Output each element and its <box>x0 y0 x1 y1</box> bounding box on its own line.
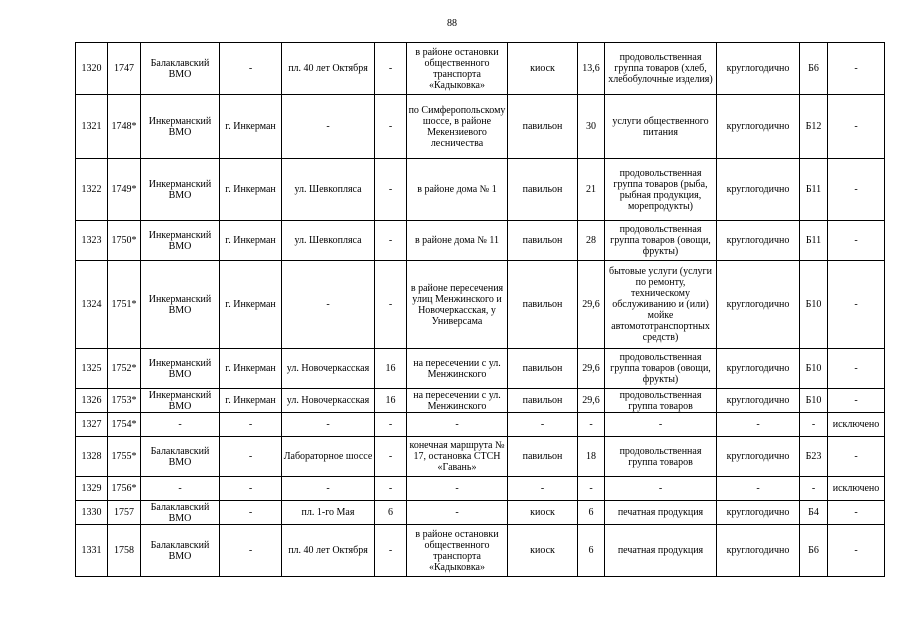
object-type-cell: павильон <box>508 437 578 477</box>
street-cell: Лабораторное шоссе <box>282 437 375 477</box>
period-cell: круглогодично <box>717 389 800 413</box>
house-cell: - <box>375 159 407 221</box>
house-cell: - <box>375 525 407 577</box>
object-type-cell: павильон <box>508 349 578 389</box>
specialization-cell: печатная продукция <box>605 525 717 577</box>
registry-table <box>75 42 885 577</box>
landmark-cell: на пересечении с ул. Менжинского <box>407 389 508 413</box>
object-type-cell: павильон <box>508 159 578 221</box>
row-number-cell: 1321 <box>76 95 108 159</box>
scheme-cell: Б6 <box>800 43 828 95</box>
landmark-cell: в районе остановки общественного транспорта «Кадыковка» <box>407 525 508 577</box>
table-row <box>76 501 885 525</box>
area-cell: 28 <box>578 221 605 261</box>
row-number-cell: 1328 <box>76 437 108 477</box>
house-cell: - <box>375 95 407 159</box>
page-number: 88 <box>447 18 457 29</box>
locality-cell: г. Инкерман <box>220 221 282 261</box>
district-cell: Инкерманский ВМО <box>141 349 220 389</box>
table-row <box>76 389 885 413</box>
table-row <box>76 477 885 501</box>
note-cell: - <box>828 349 885 389</box>
table-row <box>76 43 885 95</box>
period-cell: круглогодично <box>717 525 800 577</box>
object-type-cell: павильон <box>508 221 578 261</box>
place-number-cell: 1756* <box>108 477 141 501</box>
locality-cell: г. Инкерман <box>220 349 282 389</box>
landmark-cell: в районе пересечения улиц Менжинского и Новочеркасская, у Универсама <box>407 261 508 349</box>
district-cell: Инкерманский ВМО <box>141 261 220 349</box>
locality-cell: - <box>220 477 282 501</box>
period-cell: круглогодично <box>717 501 800 525</box>
street-cell: ул. Новочеркасская <box>282 349 375 389</box>
note-cell: - <box>828 221 885 261</box>
scheme-cell: Б10 <box>800 349 828 389</box>
period-cell: - <box>717 477 800 501</box>
district-cell: Балаклавский ВМО <box>141 525 220 577</box>
row-number-cell: 1329 <box>76 477 108 501</box>
table-row <box>76 413 885 437</box>
table-row <box>76 349 885 389</box>
row-number-cell: 1327 <box>76 413 108 437</box>
specialization-cell: печатная продукция <box>605 501 717 525</box>
landmark-cell: - <box>407 501 508 525</box>
street-cell: - <box>282 261 375 349</box>
landmark-cell: в районе дома № 1 <box>407 159 508 221</box>
landmark-cell: на пересечении с ул. Менжинского <box>407 349 508 389</box>
street-cell: пл. 40 лет Октября <box>282 525 375 577</box>
area-cell: - <box>578 477 605 501</box>
district-cell: Балаклавский ВМО <box>141 501 220 525</box>
scheme-cell: Б11 <box>800 159 828 221</box>
scheme-cell: Б10 <box>800 389 828 413</box>
scheme-cell: Б10 <box>800 261 828 349</box>
scheme-cell: Б12 <box>800 95 828 159</box>
area-cell: 29,6 <box>578 389 605 413</box>
area-cell: 21 <box>578 159 605 221</box>
district-cell: Инкерманский ВМО <box>141 159 220 221</box>
row-number-cell: 1324 <box>76 261 108 349</box>
house-cell: 16 <box>375 389 407 413</box>
note-cell: - <box>828 501 885 525</box>
object-type-cell: павильон <box>508 261 578 349</box>
locality-cell: - <box>220 501 282 525</box>
house-cell: - <box>375 261 407 349</box>
row-number-cell: 1331 <box>76 525 108 577</box>
place-number-cell: 1748* <box>108 95 141 159</box>
place-number-cell: 1755* <box>108 437 141 477</box>
district-cell: Балаклавский ВМО <box>141 43 220 95</box>
area-cell: 29,6 <box>578 349 605 389</box>
period-cell: круглогодично <box>717 437 800 477</box>
landmark-cell: по Симферопольскому шоссе, в районе Мекензиевого лесничества <box>407 95 508 159</box>
place-number-cell: 1751* <box>108 261 141 349</box>
street-cell: пл. 40 лет Октября <box>282 43 375 95</box>
scheme-cell: - <box>800 477 828 501</box>
specialization-cell: продовольственная группа товаров <box>605 389 717 413</box>
row-number-cell: 1320 <box>76 43 108 95</box>
table-row <box>76 437 885 477</box>
locality-cell: - <box>220 525 282 577</box>
street-cell: ул. Шевкопляса <box>282 221 375 261</box>
street-cell: пл. 1-го Мая <box>282 501 375 525</box>
locality-cell: г. Инкерман <box>220 159 282 221</box>
object-type-cell: киоск <box>508 43 578 95</box>
scheme-cell: Б4 <box>800 501 828 525</box>
specialization-cell: продовольственная группа товаров (рыба, рыбная продукция, морепродукты) <box>605 159 717 221</box>
specialization-cell: бытовые услуги (услуги по ремонту, техническому обслуживанию и (или) мойке автомототранспортных средств) <box>605 261 717 349</box>
object-type-cell: - <box>508 413 578 437</box>
specialization-cell: - <box>605 477 717 501</box>
object-type-cell: - <box>508 477 578 501</box>
table-row <box>76 221 885 261</box>
landmark-cell: - <box>407 413 508 437</box>
locality-cell: - <box>220 413 282 437</box>
street-cell: - <box>282 477 375 501</box>
place-number-cell: 1757 <box>108 501 141 525</box>
landmark-cell: конечная маршрута № 17, остановка СТСН «Гавань» <box>407 437 508 477</box>
period-cell: круглогодично <box>717 221 800 261</box>
place-number-cell: 1752* <box>108 349 141 389</box>
area-cell: 6 <box>578 525 605 577</box>
locality-cell: - <box>220 43 282 95</box>
district-cell: Балаклавский ВМО <box>141 437 220 477</box>
note-cell: исключено <box>828 477 885 501</box>
area-cell: - <box>578 413 605 437</box>
scheme-cell: Б11 <box>800 221 828 261</box>
object-type-cell: павильон <box>508 389 578 413</box>
house-cell: - <box>375 437 407 477</box>
area-cell: 6 <box>578 501 605 525</box>
specialization-cell: услуги общественного питания <box>605 95 717 159</box>
object-type-cell: киоск <box>508 525 578 577</box>
specialization-cell: продовольственная группа товаров (овощи, фрукты) <box>605 221 717 261</box>
note-cell: - <box>828 389 885 413</box>
object-type-cell: киоск <box>508 501 578 525</box>
locality-cell: г. Инкерман <box>220 261 282 349</box>
area-cell: 30 <box>578 95 605 159</box>
row-number-cell: 1325 <box>76 349 108 389</box>
specialization-cell: - <box>605 413 717 437</box>
specialization-cell: продовольственная группа товаров (овощи, фрукты) <box>605 349 717 389</box>
row-number-cell: 1330 <box>76 501 108 525</box>
landmark-cell: в районе остановки общественного транспорта «Кадыковка» <box>407 43 508 95</box>
area-cell: 18 <box>578 437 605 477</box>
district-cell: - <box>141 413 220 437</box>
table-row <box>76 525 885 577</box>
period-cell: круглогодично <box>717 95 800 159</box>
street-cell: ул. Новочеркасская <box>282 389 375 413</box>
table-row <box>76 95 885 159</box>
street-cell: ул. Шевкопляса <box>282 159 375 221</box>
table-row <box>76 261 885 349</box>
table-row <box>76 159 885 221</box>
scheme-cell: - <box>800 413 828 437</box>
street-cell: - <box>282 413 375 437</box>
locality-cell: г. Инкерман <box>220 389 282 413</box>
note-cell: - <box>828 159 885 221</box>
object-type-cell: павильон <box>508 95 578 159</box>
specialization-cell: продовольственная группа товаров (хлеб, хлебобулочные изделия) <box>605 43 717 95</box>
district-cell: - <box>141 477 220 501</box>
area-cell: 29,6 <box>578 261 605 349</box>
note-cell: - <box>828 525 885 577</box>
area-cell: 13,6 <box>578 43 605 95</box>
landmark-cell: в районе дома № 11 <box>407 221 508 261</box>
locality-cell: - <box>220 437 282 477</box>
house-cell: - <box>375 221 407 261</box>
house-cell: 16 <box>375 349 407 389</box>
row-number-cell: 1322 <box>76 159 108 221</box>
note-cell: - <box>828 95 885 159</box>
house-cell: 6 <box>375 501 407 525</box>
scheme-cell: Б6 <box>800 525 828 577</box>
landmark-cell: - <box>407 477 508 501</box>
place-number-cell: 1754* <box>108 413 141 437</box>
house-cell: - <box>375 477 407 501</box>
period-cell: - <box>717 413 800 437</box>
row-number-cell: 1326 <box>76 389 108 413</box>
scheme-cell: Б23 <box>800 437 828 477</box>
house-cell: - <box>375 43 407 95</box>
note-cell: - <box>828 437 885 477</box>
specialization-cell: продовольственная группа товаров <box>605 437 717 477</box>
place-number-cell: 1750* <box>108 221 141 261</box>
district-cell: Инкерманский ВМО <box>141 389 220 413</box>
district-cell: Инкерманский ВМО <box>141 95 220 159</box>
place-number-cell: 1753* <box>108 389 141 413</box>
note-cell: - <box>828 43 885 95</box>
locality-cell: г. Инкерман <box>220 95 282 159</box>
note-cell: исключено <box>828 413 885 437</box>
period-cell: круглогодично <box>717 261 800 349</box>
period-cell: круглогодично <box>717 159 800 221</box>
place-number-cell: 1758 <box>108 525 141 577</box>
district-cell: Инкерманский ВМО <box>141 221 220 261</box>
house-cell: - <box>375 413 407 437</box>
row-number-cell: 1323 <box>76 221 108 261</box>
place-number-cell: 1747 <box>108 43 141 95</box>
place-number-cell: 1749* <box>108 159 141 221</box>
period-cell: круглогодично <box>717 349 800 389</box>
note-cell: - <box>828 261 885 349</box>
street-cell: - <box>282 95 375 159</box>
period-cell: круглогодично <box>717 43 800 95</box>
